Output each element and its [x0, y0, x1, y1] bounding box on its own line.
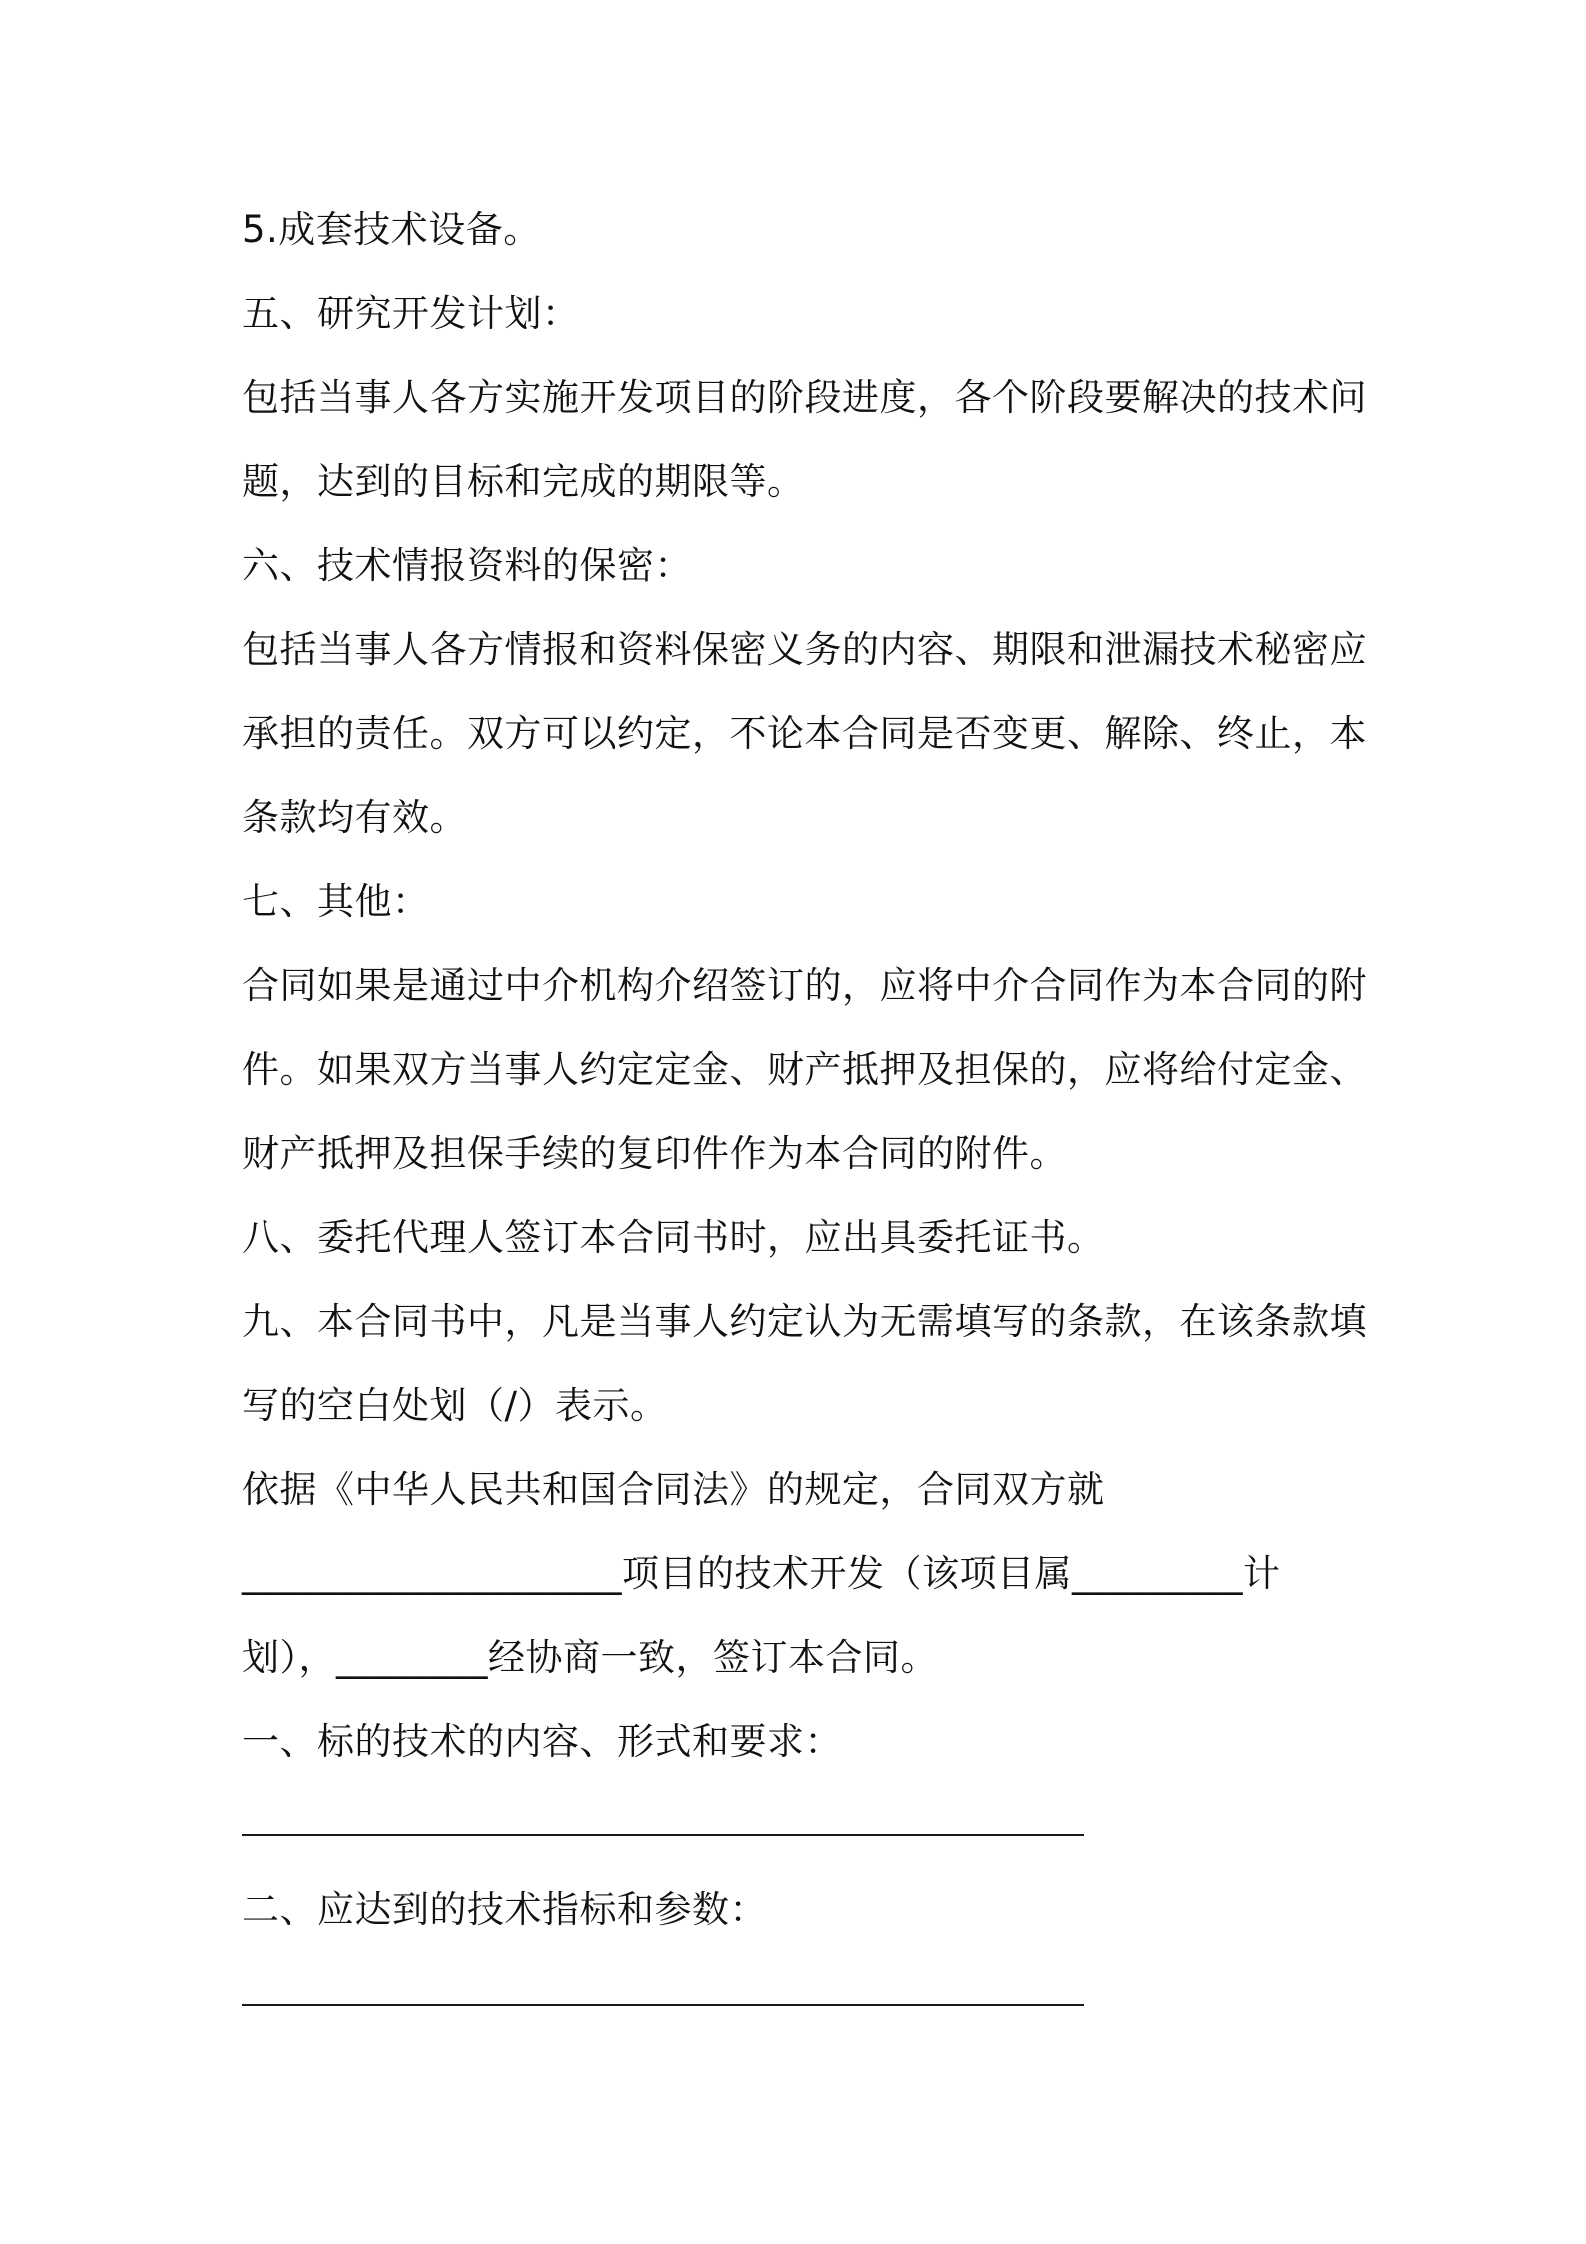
paragraph-line: 包括当事人各方实施开发项目的阶段进度，各个阶段要解决的技术问	[242, 376, 1367, 419]
paragraph-line: 合同如果是通过中介机构介绍签订的，应将中介合同作为本合同的附	[242, 964, 1367, 1007]
paragraph-line: 题，达到的目标和完成的期限等。	[242, 460, 805, 503]
paragraph-line: 依据《中华人民共和国合同法》的规定，合同双方就	[242, 1468, 1105, 1511]
fill-in-line: 划），________经协商一致，签订本合同。	[242, 1636, 938, 1679]
paragraph-line: 包括当事人各方情报和资料保密义务的内容、期限和泄漏技术秘密应	[242, 628, 1367, 671]
paragraph-line: 写的空白处划（/）表示。	[242, 1384, 668, 1427]
answer-blank-line	[242, 2004, 1084, 2006]
paragraph-line: 承担的责任。双方可以约定，不论本合同是否变更、解除、终止，本	[242, 712, 1367, 755]
paragraph-line: 件。如果双方当事人约定定金、财产抵押及担保的，应将给付定金、	[242, 1048, 1367, 1091]
paragraph-line: 5.成套技术设备。	[242, 208, 541, 251]
paragraph-line: 条款均有效。	[242, 796, 467, 839]
section-heading: 二、应达到的技术指标和参数：	[242, 1888, 767, 1931]
paragraph-line: 财产抵押及担保手续的复印件作为本合同的附件。	[242, 1132, 1067, 1175]
section-heading: 八、委托代理人签订本合同书时，应出具委托证书。	[242, 1216, 1105, 1259]
section-heading: 七、其他：	[242, 880, 430, 923]
answer-blank-line	[242, 1834, 1084, 1836]
section-heading: 六、技术情报资料的保密：	[242, 544, 692, 587]
section-heading: 五、研究开发计划：	[242, 292, 580, 335]
section-heading: 一、标的技术的内容、形式和要求：	[242, 1720, 842, 1763]
fill-in-line: ____________________项目的技术开发（该项目属_________计	[242, 1552, 1281, 1595]
section-heading: 九、本合同书中，凡是当事人约定认为无需填写的条款，在该条款填	[242, 1300, 1367, 1343]
